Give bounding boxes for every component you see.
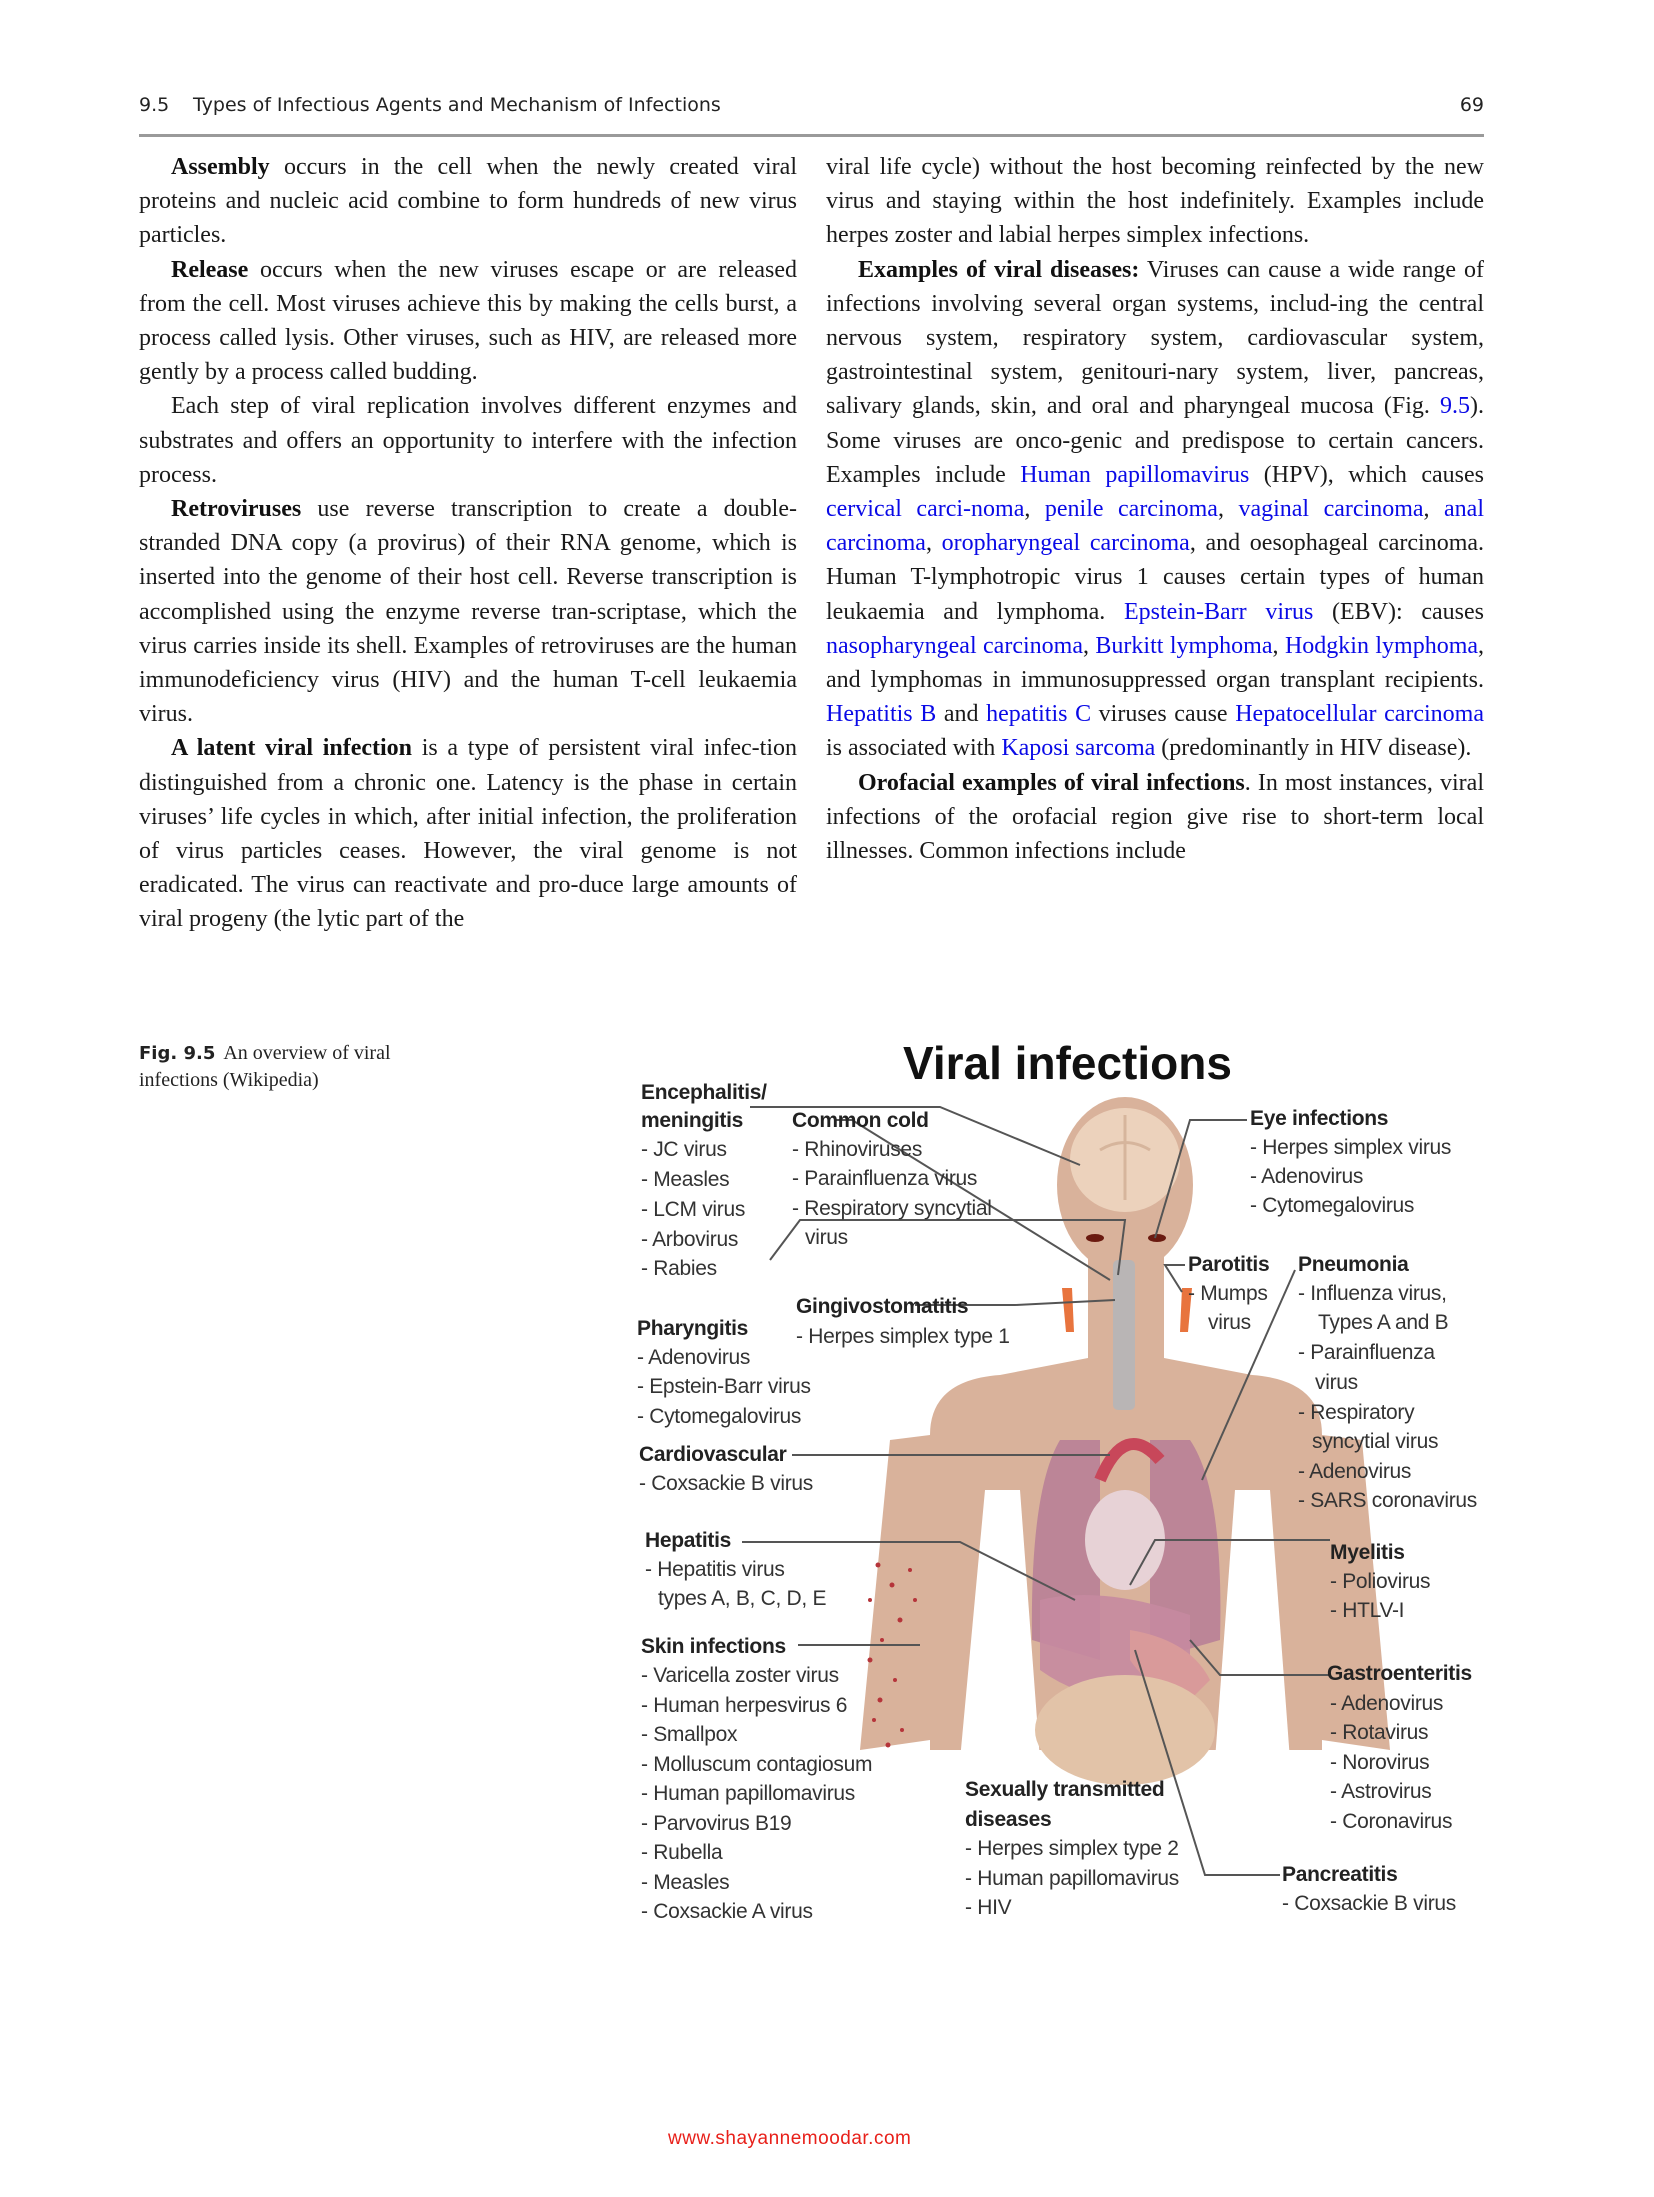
group-pneumonia-item: - Respiratory [1298, 1401, 1415, 1424]
link-burkitt-lymphoma[interactable]: Burkitt lymphoma [1095, 632, 1273, 659]
group-skin-item: - Human herpesvirus 6 [641, 1694, 848, 1717]
text: , [1272, 632, 1285, 659]
link-hodgkin-lymphoma[interactable]: Hodgkin lymphoma [1284, 632, 1479, 659]
text: Viruses can cause a wide range of infections involving several organ systems, includ-ing the central nervous system, respiratory system, cardiovascular system, gastrointestinal system, genitouri-nary system, liver, pancreas, salivary glands, skin, and oral and pharyngeal mucosa (Fig. [826, 256, 1484, 420]
link-human-papillomavirus[interactable]: Human papillomavirus [1020, 461, 1250, 488]
text: , [925, 530, 942, 557]
group-skin-item: - Smallpox [641, 1723, 738, 1746]
text: (predominantly in HIV disease). [1155, 735, 1472, 762]
link-fig-9-5[interactable]: 9.5 [1440, 393, 1470, 420]
group-myelitis-item: - HTLV-I [1330, 1599, 1405, 1622]
term-examples: Examples of viral diseases: [858, 256, 1140, 283]
group-gastroenteritis-item: - Coronavirus [1330, 1810, 1453, 1833]
right-column [826, 150, 1484, 868]
group-common-cold-item: virus [805, 1226, 848, 1249]
group-common-cold-item: - Parainfluenza virus [792, 1167, 978, 1190]
group-pneumonia-item: syncytial virus [1312, 1430, 1439, 1453]
group-cardiovascular-item: - Coxsackie B virus [639, 1472, 814, 1495]
text-release: occurs when the new viruses escape or are released from the cell. Most viruses achieve this by making the cells burst, a process called lysis. Other viruses, such as HIV, are released more gently by a process called budding. [139, 256, 797, 386]
group-pancreatitis-heading: Pancreatitis [1282, 1863, 1398, 1886]
group-std-item: - Herpes simplex type 2 [965, 1837, 1179, 1860]
section-number: 9.5 [139, 94, 170, 116]
text: and [936, 701, 987, 728]
group-skin-item: - Rubella [641, 1841, 723, 1864]
group-encephalitis-heading-2: meningitis [641, 1109, 744, 1132]
text: , [1217, 496, 1239, 523]
paragraph-continuation: viral life cycle) without the host becoming reinfected by the new virus and staying within the host indefinitely. Examples include herpes zoster and labial herpes simplex infections. [826, 154, 1484, 249]
group-pneumonia-item: Types A and B [1318, 1311, 1449, 1334]
group-pneumonia-item: - SARS coronavirus [1298, 1489, 1477, 1512]
header-rule [139, 134, 1484, 137]
footer-url[interactable]: www.shayannemoodar.com [668, 2128, 912, 2149]
group-hepatitis-heading: Hepatitis [645, 1529, 731, 1552]
group-encephalitis-item: - LCM virus [641, 1198, 746, 1221]
paragraph-each-step: Each step of viral replication involves different enzymes and substrates and offers an opportunity to interfere with the infection process. [139, 393, 797, 488]
paragraph-latent [139, 731, 797, 936]
intestines [1035, 1675, 1215, 1785]
group-encephalitis-item: - Measles [641, 1168, 730, 1191]
group-common-cold-item: - Rhinoviruses [792, 1138, 923, 1161]
figure-caption [139, 1040, 439, 1093]
group-encephalitis-item: - JC virus [641, 1138, 727, 1161]
text: (EBV): causes [1313, 598, 1485, 625]
term-retroviruses: Retroviruses [171, 496, 302, 523]
link-cervical-carcinoma[interactable]: cervical carci-noma [826, 496, 1025, 523]
section-title: Types of Infectious Agents and Mechanism of Infections [193, 94, 721, 116]
group-encephalitis-item: - Rabies [641, 1257, 717, 1280]
link-penile-carcinoma[interactable]: penile carcinoma [1044, 496, 1218, 523]
text: , [1024, 496, 1045, 523]
paragraph-release [139, 253, 797, 390]
group-skin-item: - Measles [641, 1871, 730, 1894]
group-skin-item: - Coxsackie A virus [641, 1900, 813, 1923]
page-number: 69 [1459, 94, 1484, 116]
text-latent: is a type of persistent viral infec-tion distinguished from a chronic one. Latency is the phase in certain viruses’ life cycles in which, after initial infection, the proliferation of virus particles ceases. However, the viral genome is not eradicated. The virus can reactivate and pro-duce large amounts of viral progeny (the lytic part of the [139, 735, 797, 933]
text: , and oesophageal carcinoma. Human T-lymphotropic virus 1 causes certain types of human leukaemia and lymphoma. [826, 530, 1485, 625]
term-assembly: Assembly [171, 154, 270, 180]
group-gastroenteritis-item: - Adenovirus [1330, 1692, 1444, 1715]
link-epstein-barr-virus[interactable]: Epstein-Barr virus [1124, 598, 1314, 625]
group-std-item: - HIV [965, 1896, 1012, 1919]
group-parotitis-item: virus [1208, 1311, 1251, 1334]
text: viruses cause [1091, 701, 1236, 728]
group-myelitis-item: - Poliovirus [1330, 1570, 1431, 1593]
paragraph-orofacial [826, 766, 1484, 869]
group-std-heading-2: diseases [965, 1808, 1052, 1831]
group-std-heading: Sexually transmitted [965, 1778, 1165, 1801]
group-gingivostomatitis-heading: Gingivostomatitis [796, 1295, 969, 1318]
group-common-cold-heading: Common cold [792, 1109, 929, 1132]
left-arm [860, 1435, 930, 1750]
link-hepatitis-c[interactable]: hepatitis C [986, 701, 1092, 728]
text-orofacial: . In most instances, viral infections of the orofacial region give rise to short-term local illnesses. Common infections include [826, 769, 1484, 865]
left-eye [1086, 1234, 1104, 1242]
text: , [1423, 496, 1445, 523]
link-hepatitis-b[interactable]: Hepatitis B [826, 701, 937, 728]
group-gingivostomatitis-item: - Herpes simplex type 1 [796, 1325, 1010, 1348]
line-parotitis [1165, 1265, 1185, 1292]
text: (HPV), which causes [1249, 461, 1484, 488]
group-skin-item: - Varicella zoster virus [641, 1664, 839, 1687]
link-vaginal-carcinoma[interactable]: vaginal carcinoma [1238, 496, 1424, 523]
group-skin-item: - Molluscum contagiosum [641, 1753, 873, 1776]
link-anal-carcinoma[interactable]: anal carcinoma [826, 496, 1485, 557]
group-pharyngitis-item: - Adenovirus [637, 1346, 751, 1369]
term-orofacial: Orofacial examples of viral infections [858, 769, 1245, 796]
caption-text: An overview of viral infections (Wikipedia) [139, 1042, 391, 1091]
text-assembly: occurs in the cell when the newly created viral proteins and nucleic acid combine to form hundreds of new virus particles. [139, 154, 797, 249]
group-eye-item: - Herpes simplex virus [1250, 1136, 1452, 1159]
viral-infections-figure [630, 1037, 1490, 1940]
group-eye-item: - Adenovirus [1250, 1165, 1364, 1188]
group-skin-heading: Skin infections [641, 1635, 786, 1658]
text: is associated with [826, 735, 1002, 762]
right-eye [1148, 1234, 1166, 1242]
group-hepatitis-item: - Hepatitis virus [645, 1558, 785, 1581]
link-oropharyngeal-carcinoma[interactable]: oropharyngeal carcinoma [941, 530, 1190, 557]
paragraph-examples [826, 253, 1484, 766]
caption-label: Fig. 9.5 [139, 1043, 216, 1064]
running-head [139, 94, 1484, 124]
group-myelitis-heading: Myelitis [1330, 1541, 1405, 1564]
group-parotitis-item: - Mumps [1188, 1282, 1268, 1305]
text: ). Some viruses are onco-genic and predispose to certain cancers. Examples include [826, 393, 1484, 488]
trachea [1113, 1260, 1135, 1410]
term-release: Release [171, 256, 249, 283]
group-parotitis-heading: Parotitis [1188, 1253, 1270, 1276]
group-pneumonia-item: - Adenovirus [1298, 1460, 1412, 1483]
group-skin-item: - Human papillomavirus [641, 1782, 855, 1805]
link-nasopharyngeal-carcinoma[interactable]: nasopharyngeal carcinoma [826, 632, 1083, 659]
group-pharyngitis-item: - Epstein-Barr virus [637, 1375, 811, 1398]
group-pneumonia-item: - Parainfluenza [1298, 1341, 1435, 1364]
paragraph-assembly [139, 150, 797, 253]
text-retroviruses: use reverse transcription to create a double-stranded DNA copy (a provirus) of their RNA genome, which is inserted into the genome of their host cell. Reverse transcription is accomplished using the enzyme reverse tran-scriptase, which the virus carries inside its shell. Examples of retroviruses are the human immunodeficiency virus (HIV) and the human T-cell leukaemia virus. [139, 496, 797, 728]
group-pneumonia-heading: Pneumonia [1298, 1253, 1409, 1276]
group-std-item: - Human papillomavirus [965, 1867, 1179, 1890]
group-common-cold-item: - Respiratory syncytial [792, 1197, 992, 1220]
link-kaposi-sarcoma[interactable]: Kaposi sarcoma [1001, 735, 1156, 762]
heart [1085, 1490, 1165, 1590]
group-gastroenteritis-item: - Norovirus [1330, 1751, 1430, 1774]
group-gastroenteritis-item: - Astrovirus [1330, 1780, 1432, 1803]
group-encephalitis-item: - Arbovirus [641, 1228, 739, 1251]
text: , and lymphomas in immunosuppressed organ transplant recipients. [826, 632, 1485, 694]
link-hepatocellular-carcinoma[interactable]: Hepatocellular carcinoma [1235, 701, 1485, 728]
term-latent: A latent viral infection [171, 735, 413, 762]
group-pharyngitis-item: - Cytomegalovirus [637, 1405, 802, 1428]
paragraph-retroviruses [139, 492, 797, 731]
group-skin-item: - Parvovirus B19 [641, 1812, 792, 1835]
group-pneumonia-item: - Influenza virus, [1298, 1282, 1447, 1305]
figure-title: Viral infections [903, 1037, 1232, 1089]
parotid-left [1062, 1288, 1074, 1332]
group-pneumonia-item: virus [1315, 1371, 1358, 1394]
group-pancreatitis-item: - Coxsackie B virus [1282, 1892, 1457, 1915]
group-eye-item: - Cytomegalovirus [1250, 1194, 1415, 1217]
group-cardiovascular-heading: Cardiovascular [639, 1443, 787, 1466]
text: , [1082, 632, 1096, 659]
group-encephalitis-heading: Encephalitis/ [641, 1081, 767, 1104]
group-gastroenteritis-item: - Rotavirus [1330, 1721, 1429, 1744]
group-hepatitis-item: types A, B, C, D, E [658, 1587, 827, 1610]
group-gastroenteritis-heading: Gastroenteritis [1327, 1662, 1472, 1685]
group-eye-heading: Eye infections [1250, 1107, 1389, 1130]
group-pharyngitis-heading: Pharyngitis [637, 1317, 749, 1340]
left-column [139, 150, 797, 937]
